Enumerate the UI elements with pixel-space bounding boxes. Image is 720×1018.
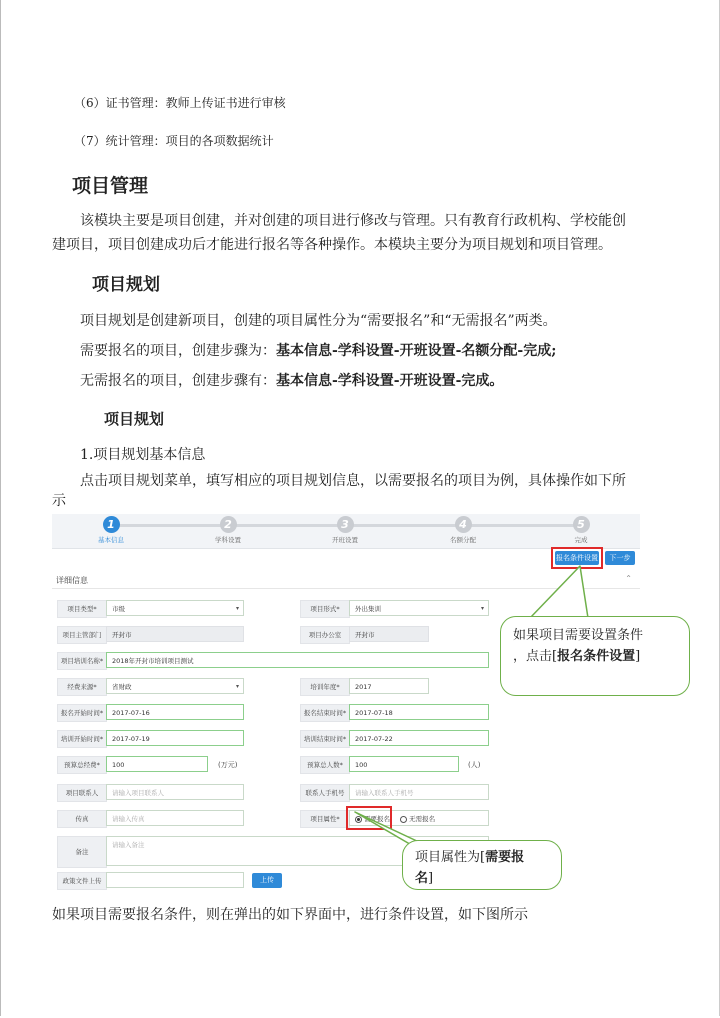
callout-text: ，点击[	[513, 649, 558, 664]
train-start-input[interactable]: 2017-07-19	[106, 730, 244, 746]
paragraph-intro-line1: 该模块主要是项目创建，并对创建的项目进行修改与管理。只有教育行政机构、学校能创	[80, 213, 626, 229]
steps-prefix: 需要报名的项目，创建步骤为：	[80, 343, 276, 359]
label-training-year: 培训年度*	[300, 678, 350, 696]
callout-text: ]	[428, 871, 434, 886]
reg-start-input[interactable]: 2017-07-16	[106, 704, 244, 720]
step-number: 5	[573, 516, 590, 533]
people-input[interactable]: 100	[349, 756, 459, 772]
next-step-button[interactable]: 下一步	[605, 551, 635, 565]
heading-project-planning-sub: 项目规划	[104, 410, 165, 428]
paragraph-conditions-note: 如果项目需要报名条件，则在弹出的如下界面中，进行条件设置，如下图所示	[52, 907, 528, 923]
label-budget: 预算总经费*	[57, 756, 107, 774]
people-unit: (人)	[468, 761, 481, 769]
paragraph-basic-info: 1.项目规划基本信息	[80, 447, 206, 463]
label-note: 备注	[57, 836, 107, 868]
callout-text-line	[415, 847, 549, 868]
label-reg-start: 报名开始时间*	[57, 704, 107, 722]
step-label: 学科设置	[215, 536, 241, 544]
steps-bold: 基本信息-学科设置-开班设置-完成。	[276, 373, 504, 389]
callout-text: 项目属性为[	[415, 850, 486, 865]
callout-text-line	[415, 868, 549, 889]
project-name-input[interactable]: 2018年开封市培训项目测试	[106, 652, 489, 668]
label-project-attr: 项目属性*	[300, 810, 350, 828]
callout-text-line: 如果项目需要设置条件	[513, 628, 644, 643]
callout-bold-text: 名	[415, 871, 429, 886]
contact-input[interactable]: 请输入项目联系人	[106, 784, 244, 800]
label-reg-end: 报名结束时间*	[300, 704, 350, 722]
step-number: 4	[455, 516, 472, 533]
callout-project-attribute	[402, 840, 562, 890]
step-label: 完成	[574, 536, 588, 544]
label-dept: 项目主管部门	[57, 626, 107, 644]
chevron-down-icon: ▾	[480, 605, 484, 612]
step-number: 2	[220, 516, 237, 533]
radio-label: 需要报名	[364, 815, 390, 823]
budget-input[interactable]: 100	[106, 756, 208, 772]
heading-project-management: 项目管理	[72, 175, 149, 197]
label-train-start: 培训开始时间*	[57, 730, 107, 748]
select-value: 市级	[112, 605, 125, 613]
collapse-icon[interactable]: ⌃	[625, 574, 632, 583]
paragraph-intro-line2: 建项目，项目创建成功后才能进行报名等各种操作。本模块主要分为项目规划和项目管理。	[52, 237, 612, 253]
paragraph-planning-desc: 项目规划是创建新项目，创建的项目属性分为“需要报名”和“无需报名”两类。	[80, 313, 557, 329]
reg-end-input[interactable]: 2017-07-18	[349, 704, 489, 720]
select-value: 外出集训	[355, 605, 381, 613]
step-number: 1	[103, 516, 120, 533]
note-textarea[interactable]: 请输入备注	[106, 836, 489, 866]
callout-conditions	[500, 616, 690, 696]
callout-text: ]	[635, 649, 641, 664]
label-file-upload: 政策文件上传	[57, 872, 107, 890]
label-contact: 项目联系人	[57, 784, 107, 802]
heading-project-planning: 项目规划	[92, 275, 160, 295]
label-project-form: 项目形式*	[300, 600, 350, 618]
steps-bold: 基本信息-学科设置-开班设置-名额分配-完成;	[276, 343, 557, 359]
dept-field: 开封市	[106, 626, 244, 642]
office-field: 开封市	[349, 626, 429, 642]
list-item-certificate: （6）证书管理：教师上传证书进行审核	[74, 96, 286, 110]
label-fund-source: 经费来源*	[57, 678, 107, 696]
paragraph-instruction-line2: 示	[52, 493, 66, 509]
registration-conditions-button[interactable]: 报名条件设置	[555, 551, 599, 565]
phone-input[interactable]: 请输入联系人手机号	[349, 784, 489, 800]
label-train-end: 培训结束时间*	[300, 730, 350, 748]
label-project-type: 项目类型*	[57, 600, 107, 618]
step-number: 3	[337, 516, 354, 533]
label-fax: 传真	[57, 810, 107, 828]
label-office: 项目办公室	[300, 626, 350, 644]
select-value: 省财政	[112, 683, 132, 691]
budget-unit: (万元)	[218, 761, 238, 769]
step-label: 名额分配	[450, 536, 476, 544]
step-label: 基本信息	[98, 536, 124, 544]
fax-input[interactable]: 请输入传真	[106, 810, 244, 826]
step-label: 开班设置	[332, 536, 358, 544]
steps-prefix: 无需报名的项目，创建步骤有：	[80, 373, 276, 389]
chevron-down-icon: ▾	[235, 605, 239, 612]
section-title: 详细信息	[56, 576, 88, 585]
callout-text-line	[513, 646, 677, 667]
list-item-statistics: （7）统计管理：项目的各项数据统计	[74, 134, 274, 148]
callout-bold-text: 需要报	[485, 850, 525, 865]
upload-button[interactable]: 上传	[252, 873, 282, 888]
label-people: 预算总人数*	[300, 756, 350, 774]
callout-bold-text: 报名条件设置	[557, 649, 636, 664]
label-phone: 联系人手机号	[300, 784, 350, 802]
chevron-down-icon: ▾	[235, 683, 239, 690]
paragraph-instruction-line1: 点击项目规划菜单，填写相应的项目规划信息，以需要报名的项目为例，具体操作如下所	[80, 473, 626, 489]
label-project-name: 项目培训名称*	[57, 652, 107, 670]
train-end-input[interactable]: 2017-07-22	[349, 730, 489, 746]
training-year-input[interactable]: 2017	[349, 678, 429, 694]
radio-label: 无需报名	[409, 815, 436, 823]
